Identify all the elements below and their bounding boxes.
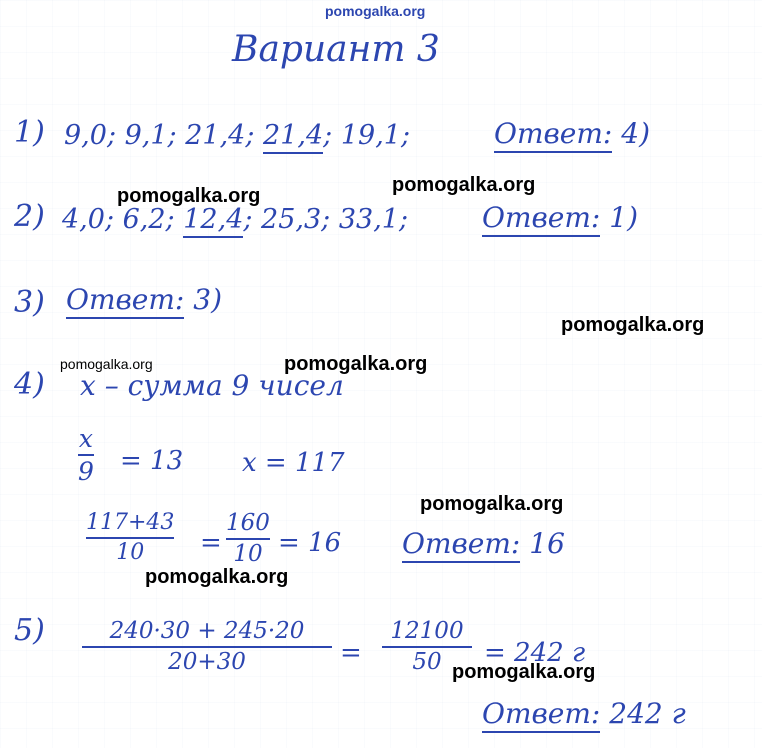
watermark: pomogalka.org	[452, 661, 596, 683]
task-1-underlined-value: 21,4	[263, 120, 323, 154]
answer-word: Ответ:	[482, 697, 600, 733]
answer-word: Ответ:	[66, 283, 184, 319]
answer-value: 1)	[609, 201, 639, 234]
fraction-12100-over-50: 12100 50	[382, 620, 472, 674]
fraction-weighted-sum: 240·30 + 245·20 20+30	[82, 620, 332, 674]
fraction-x-over-9: x 9	[78, 424, 94, 486]
answer-word: Ответ:	[402, 527, 520, 563]
fraction-160-over-10: 160 10	[226, 510, 270, 567]
answer-value: 16	[529, 527, 565, 560]
task-4-definition: x – сумма 9 чисел	[80, 369, 344, 402]
task-3-number: 3)	[14, 285, 45, 320]
task-2-answer	[482, 201, 639, 234]
answer-value: 4)	[621, 117, 651, 150]
answer-value: 242 г	[609, 697, 686, 730]
task-3-answer	[66, 283, 223, 316]
watermark: pomogalka.org	[117, 185, 261, 207]
task-1-number: 1)	[14, 115, 45, 150]
task-5-result: = 242 г	[484, 638, 586, 668]
answer-value: 3)	[193, 283, 223, 316]
task-2-number: 2)	[14, 199, 45, 234]
task-4-x-value: x = 117	[242, 448, 345, 478]
equals-sign: =	[200, 528, 222, 558]
answer-word: Ответ:	[494, 117, 612, 153]
watermark: pomogalka.org	[561, 314, 705, 336]
fraction-sum-over-10: 117+43 10	[86, 510, 175, 565]
task-4-answer	[402, 527, 565, 560]
task-1-answer	[494, 117, 651, 150]
task-5-number: 5)	[14, 613, 45, 648]
task-4-equals-13: = 13	[120, 446, 184, 476]
task-2-underlined-value: 12,4	[183, 204, 243, 238]
watermark: pomogalka.org	[284, 353, 428, 375]
equals-sign: =	[340, 638, 362, 668]
task-1-values: 9,0; 9,1; 21,4; 21,4; 19,1;	[64, 122, 410, 149]
answer-word: Ответ:	[482, 201, 600, 237]
task-4-result: = 16	[278, 528, 342, 558]
variant-title: Вариант 3	[232, 29, 440, 70]
task-5-answer	[482, 697, 686, 730]
site-watermark-top: pomogalka.org	[325, 3, 426, 19]
watermark: pomogalka.org	[420, 493, 564, 515]
watermark: pomogalka.org	[145, 566, 289, 588]
watermark: pomogalka.org	[392, 174, 536, 196]
task-2-values: 4,0; 6,2; 12,4; 25,3; 33,1;	[62, 206, 408, 233]
task-4-number: 4)	[14, 367, 45, 402]
watermark: pomogalka.org	[60, 356, 153, 372]
